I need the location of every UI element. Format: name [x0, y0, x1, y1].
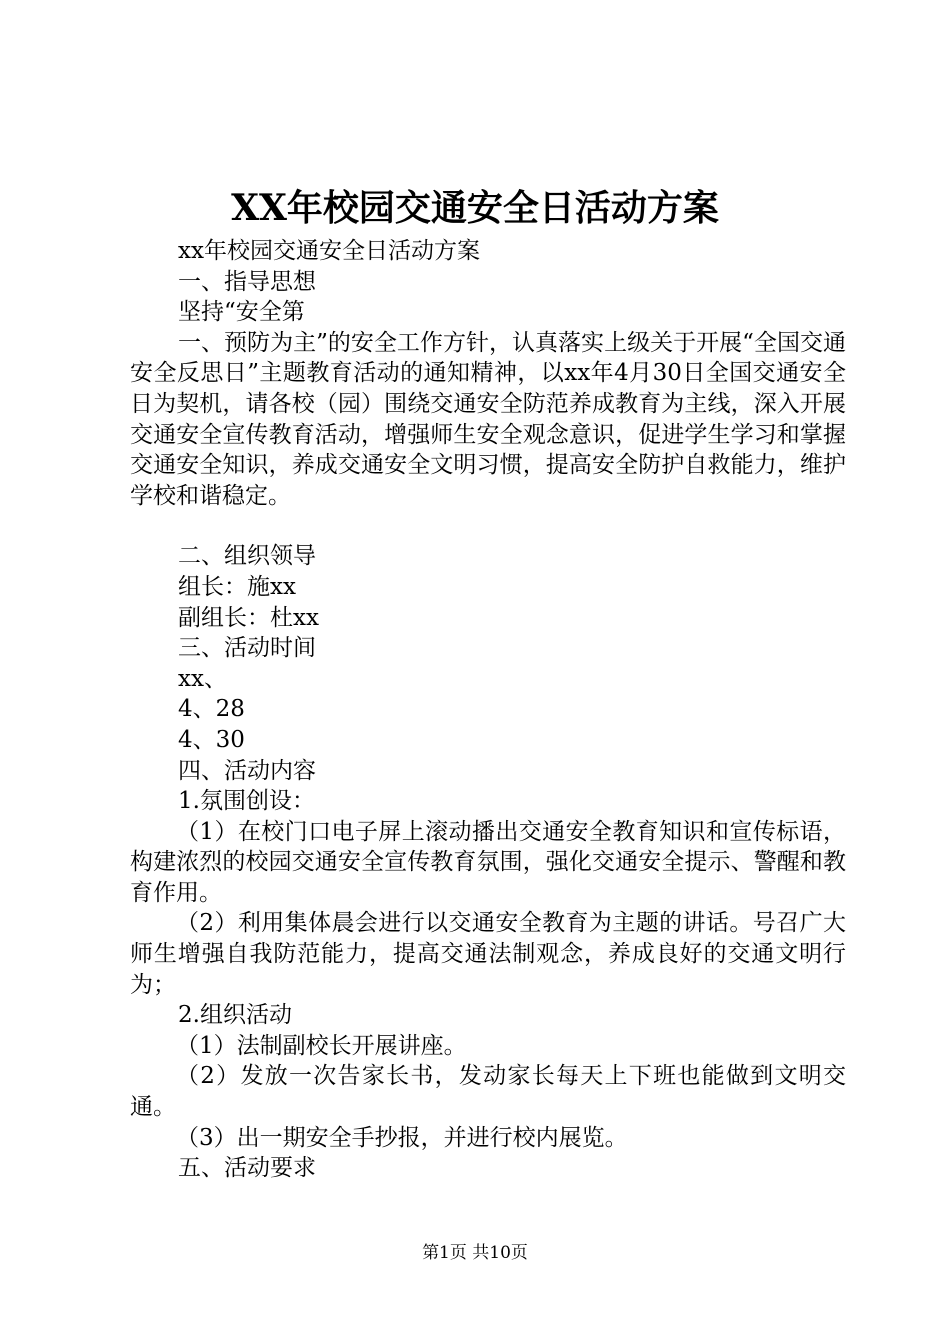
- paragraph: （2）发放一次告家长书，发动家长每天上下班也能做到文明交通。: [130, 1063, 846, 1121]
- paragraph: 4、28: [178, 696, 245, 723]
- paragraph-gap: [130, 511, 846, 541]
- paragraph: xx、: [178, 665, 227, 692]
- section-heading: 五、活动要求: [178, 1155, 316, 1182]
- paragraph: 组长：施xx: [178, 573, 296, 600]
- paragraph: （1）在校门口电子屏上滚动播出交通安全教育知识和宣传标语，构建浓烈的校园交通安全宣传教育氛围，强化交通安全提示、警醒和教育作用。: [130, 818, 846, 906]
- section-heading: 四、活动内容: [178, 757, 316, 784]
- paragraph: （3）出一期安全手抄报，并进行校内展览。: [176, 1124, 628, 1151]
- paragraph: 4、30: [178, 726, 245, 753]
- subsection-heading: 1.氛围创设：: [178, 788, 315, 815]
- document-body: [130, 236, 846, 1184]
- paragraph: 坚持“安全第: [178, 299, 305, 326]
- paragraph: 副组长：杜xx: [178, 604, 319, 631]
- paragraph: xx年校园交通安全日活动方案: [178, 238, 480, 264]
- section-heading: 一、指导思想: [178, 268, 316, 295]
- subsection-heading: 2.组织活动: [178, 1002, 292, 1029]
- paragraph: （1）法制副校长开展讲座。: [176, 1032, 467, 1059]
- document-title: XX年校园交通安全日活动方案: [231, 187, 719, 229]
- section-heading: 二、组织领导: [178, 543, 316, 570]
- section-heading: 三、活动时间: [178, 635, 316, 662]
- paragraph: （2）利用集体晨会进行以交通安全教育为主题的讲话。号召广大师生增强自我防范能力，提高交通法制观念，养成良好的交通文明行为；: [130, 910, 846, 998]
- page-footer: 第1页 共10页: [422, 1243, 528, 1263]
- paragraph: 一、预防为主”的安全工作方针，认真落实上级关于开展“全国交通安全反思日”主题教育活动的通知精神，以xx年4月30日全国交通安全日为契机，请各校（园）围绕交通安全防范养成教育为主线，深入开展交通安全宣传教育活动，增强师生安全观念意识，促进学生学习和掌握交通安全知识，养成交通安全文明习惯，提高安全防护自救能力，维护学校和谐稳定。: [130, 329, 846, 509]
